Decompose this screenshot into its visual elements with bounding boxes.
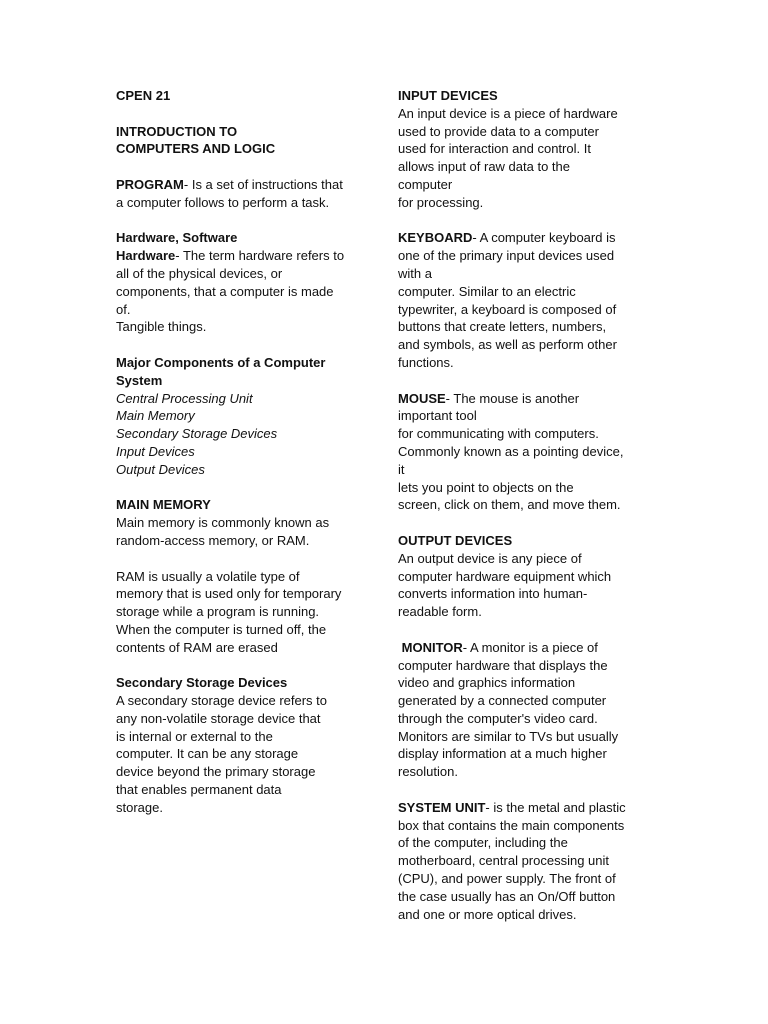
mouse-text: lets you point to objects on the [398, 479, 574, 495]
output-devices-heading: OUTPUT DEVICES [398, 532, 513, 548]
input-devices-text: used to provide data to a computer [398, 123, 599, 139]
component-item: Main Memory [116, 408, 195, 424]
monitor-term: MONITOR [401, 639, 463, 655]
ram-text: contents of RAM are erased [116, 639, 278, 655]
system-unit-text: the case usually has an On/Off button [398, 888, 616, 904]
main-memory-text: Main memory is commonly known as [116, 515, 330, 531]
system-unit-text: motherboard, central processing unit [398, 853, 610, 869]
secondary-storage-text: device beyond the primary storage [116, 764, 316, 780]
mouse-text: it [398, 461, 405, 477]
keyboard-text: and symbols, as well as perform other [398, 337, 617, 353]
doc-title-line-2: COMPUTERS AND LOGIC [116, 141, 276, 157]
ram-text: memory that is used only for temporary [116, 586, 342, 602]
component-item: Output Devices [116, 461, 205, 477]
ram-text: RAM is usually a volatile type of [116, 568, 300, 584]
hardware-text: of. [116, 301, 131, 317]
mouse-text: screen, click on them, and move them. [398, 497, 621, 513]
input-devices-text: allows input of raw data to the [398, 159, 570, 175]
course-code: CPEN 21 [116, 88, 171, 103]
component-item: Secondary Storage Devices [116, 426, 278, 442]
secondary-storage-heading: Secondary Storage Devices [116, 675, 288, 691]
monitor-text: Monitors are similar to TVs but usually [398, 728, 619, 744]
system-unit-term: SYSTEM UNIT [398, 799, 486, 815]
spacer [398, 781, 658, 799]
system-unit-text: (CPU), and power supply. The front of [398, 871, 616, 887]
monitor-text: resolution. [398, 764, 458, 780]
monitor-text: display information at a much higher [398, 746, 607, 762]
keyboard-text: with a [398, 265, 432, 281]
keyboard-definition-line [398, 229, 658, 247]
system-unit-text: box that contains the main components [398, 817, 625, 833]
program-definition-line [116, 176, 378, 194]
secondary-storage-text: that enables permanent data [116, 782, 282, 798]
ram-text: When the computer is turned off, the [116, 621, 327, 637]
mouse-text: Commonly known as a pointing device, [398, 443, 624, 459]
monitor-definition-line [398, 639, 658, 657]
system-unit-text: and one or more optical drives. [398, 906, 577, 922]
secondary-storage-text: any non-volatile storage device that [116, 710, 321, 726]
keyboard-term: KEYBOARD [398, 230, 473, 246]
component-item: Input Devices [116, 443, 195, 459]
program-text: a computer follows to perform a task. [116, 194, 330, 210]
left-column [116, 87, 378, 817]
hardware-text: all of the physical devices, or [116, 265, 283, 281]
ram-text: storage while a program is running. [116, 604, 320, 620]
output-devices-text: readable form. [398, 604, 482, 620]
system-unit-text: - is the metal and plastic [485, 799, 626, 815]
input-devices-text: for processing. [398, 194, 484, 210]
spacer [116, 657, 378, 675]
system-unit-text: of the computer, including the [398, 835, 568, 851]
keyboard-text: computer. Similar to an electric [398, 283, 576, 299]
output-devices-text: computer hardware equipment which [398, 568, 612, 584]
input-devices-text: An input device is a piece of hardware [398, 105, 618, 121]
secondary-storage-text: computer. It can be any storage [116, 746, 299, 762]
keyboard-text: typewriter, a keyboard is composed of [398, 301, 617, 317]
hardware-text: Tangible things. [116, 319, 207, 335]
major-components-heading: Major Components of a Computer [116, 354, 326, 370]
mouse-text: - The mouse is another [445, 390, 580, 406]
spacer [116, 212, 378, 230]
main-memory-heading: MAIN MEMORY [116, 497, 211, 513]
monitor-text: generated by a connected computer [398, 693, 607, 709]
keyboard-text: buttons that create letters, numbers, [398, 319, 607, 335]
input-devices-heading: INPUT DEVICES [398, 88, 498, 103]
spacer [116, 105, 378, 123]
input-devices-text: computer [398, 176, 453, 192]
spacer [116, 479, 378, 497]
major-components-heading: System [116, 372, 163, 388]
monitor-text: computer hardware that displays the [398, 657, 608, 673]
input-devices-text: used for interaction and control. It [398, 141, 591, 157]
keyboard-text: one of the primary input devices used [398, 248, 615, 264]
mouse-definition-line [398, 390, 658, 408]
program-term: PROGRAM [116, 176, 184, 192]
monitor-text: - A monitor is a piece of [462, 639, 598, 655]
program-text: - Is a set of instructions that [183, 176, 343, 192]
output-devices-text: converts information into human- [398, 586, 588, 602]
hardware-term: Hardware [116, 248, 176, 264]
hardware-definition-line [116, 247, 378, 265]
secondary-storage-text: storage. [116, 799, 163, 815]
secondary-storage-text: is internal or external to the [116, 728, 273, 744]
spacer [398, 212, 658, 230]
output-devices-text: An output device is any piece of [398, 550, 582, 566]
monitor-text: through the computer's video card. [398, 710, 598, 726]
spacer [116, 158, 378, 176]
mouse-text: for communicating with computers. [398, 426, 599, 442]
hardware-text: components, that a computer is made [116, 283, 334, 299]
hardware-software-heading: Hardware, Software [116, 230, 238, 246]
mouse-term: MOUSE [398, 390, 446, 406]
spacer [398, 372, 658, 390]
keyboard-text: functions. [398, 354, 454, 370]
keyboard-text: - A computer keyboard is [472, 230, 616, 246]
secondary-storage-text: A secondary storage device refers to [116, 693, 328, 709]
spacer [116, 336, 378, 354]
component-item: Central Processing Unit [116, 390, 253, 406]
doc-title-line-1: INTRODUCTION TO [116, 123, 238, 139]
right-column [398, 87, 658, 923]
main-memory-text: random-access memory, or RAM. [116, 532, 310, 548]
spacer [398, 621, 658, 639]
hardware-text: - The term hardware refers to [175, 248, 345, 264]
system-unit-definition-line [398, 799, 658, 817]
monitor-text: video and graphics information [398, 675, 576, 691]
spacer [398, 514, 658, 532]
spacer [116, 550, 378, 568]
mouse-text: important tool [398, 408, 477, 424]
